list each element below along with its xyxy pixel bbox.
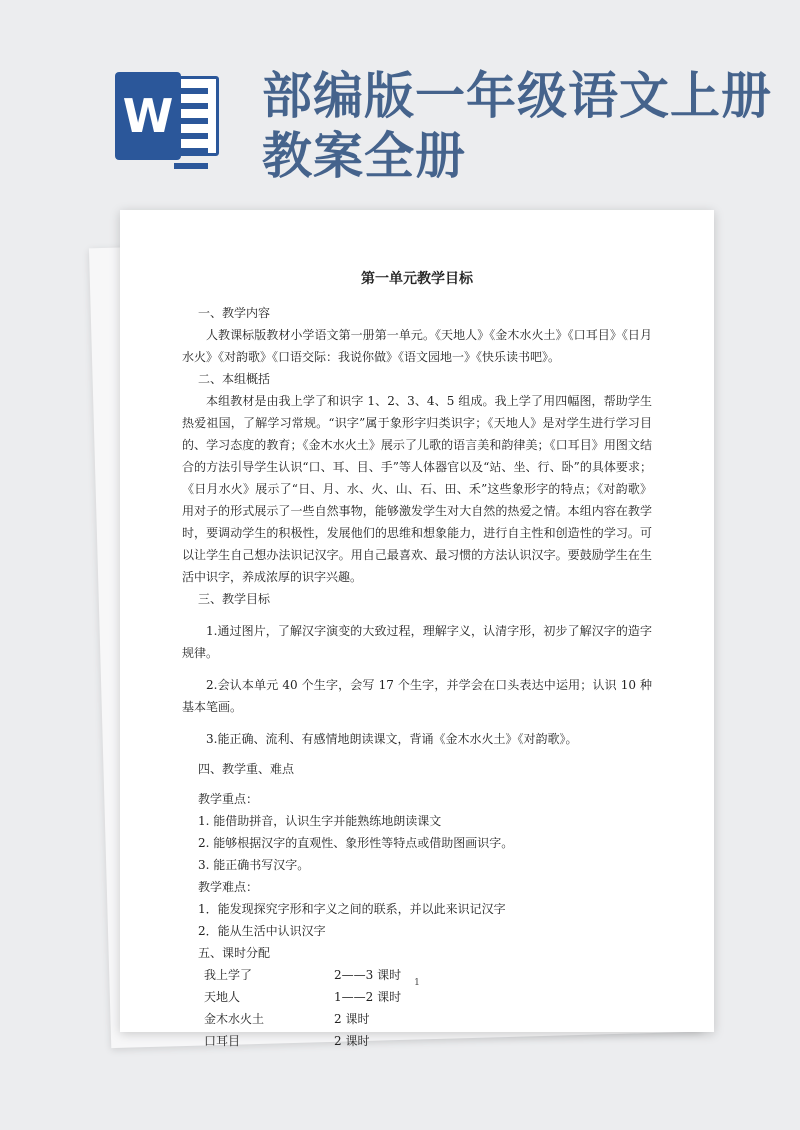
schedule-lesson: 天地人 [204, 990, 241, 1004]
section-heading: 四、教学重、难点 [198, 762, 295, 776]
section-heading: 一、教学内容 [198, 306, 271, 320]
schedule-lesson: 金木水火土 [204, 1012, 265, 1026]
document-page [120, 210, 714, 1048]
schedule-hours: 2 课时 [334, 1034, 370, 1048]
list-item: 2. 能够根据汉字的直观性、象形性等特点或借助图画识字。 [198, 836, 514, 850]
goal-item: 1.通过图片，了解汉字演变的大致过程，理解字义，认清字形，初步了解汉字的造字规律。 [182, 624, 652, 660]
schedule-lesson: 口耳目 [204, 1034, 241, 1048]
goal-item: 2.会认本单元 40 个生字，会写 17 个生字，并学会在口头表达中运用；认识 10 种基本笔画。 [182, 678, 652, 714]
list-item: 3. 能正确书写汉字。 [198, 858, 310, 872]
page-number: 1 [414, 978, 420, 988]
section-paragraph: 本组教材是由我上学了和识字 1、2、3、4、5 组成。我上学了用四幅图，帮助学生热爱祖国，了解学习常规。“识字”属于象形字归类识字；《天地人》是对学生进行学习目的、学习态度的教育；《金木水火土》展示了儿歌的语言美和韵律美；《口耳目》用图文结合的方法引导学生认识“口、耳、目、手”等人体器官以及“站、坐、行、卧”的具体要求；《日月水火》展示了“日、月、水、火、山、石、田、禾”这些象形字的特点；《对韵歌》用对子的形式展示了一些自然事物，能够激发学生对大自然的热爱之情。本组内容在教学时，要调动学生的积极性，发展他们的思维和想象能力，进行自主性和创造性的学习。可以让学生自己想办法识记汉字。用自己最喜欢、最习惯的方法认识汉字。要鼓励学生在生活中识字，养成浓厚的识字兴趣。 [182, 394, 652, 584]
section-heading: 五、课时分配 [198, 946, 271, 960]
word-document-icon [115, 62, 223, 170]
difficult-points-label: 教学难点： [198, 880, 259, 894]
schedule-hours: 1——2 课时 [334, 990, 402, 1004]
schedule-row [182, 1030, 652, 1052]
schedule-hours: 2——3 课时 [334, 968, 402, 982]
list-item: 1．能发现探究字形和字义之间的联系，并以此来识记汉字 [198, 902, 506, 916]
word-logo-letter: W [115, 72, 181, 160]
schedule-lesson: 我上学了 [204, 968, 253, 982]
section-heading: 三、教学目标 [198, 592, 271, 606]
schedule-row [182, 1008, 652, 1030]
section-heading: 二、本组概括 [198, 372, 271, 386]
key-points-label: 教学重点： [198, 792, 259, 806]
goal-item: 3.能正确、流利、有感情地朗读课文，背诵《金木水火土》《对韵歌》。 [206, 732, 578, 746]
title-line-1: 部编版一年级语文上册 [262, 67, 772, 125]
schedule-hours: 2 课时 [334, 1012, 370, 1026]
list-item: 1. 能借助拼音，认识生字并能熟练地朗读课文 [198, 814, 442, 828]
document-title: 第一单元教学目标 [361, 271, 473, 287]
list-item: 2．能从生活中认识汉字 [198, 924, 326, 938]
banner [0, 0, 800, 230]
page-title [262, 66, 782, 186]
title-line-2: 教案全册 [262, 127, 466, 185]
section-paragraph: 人教课标版教材小学语文第一册第一单元。《天地人》《金木水火土》《口耳目》《日月水火》《对韵歌》《口语交际：我说你做》《语文园地一》《快乐读书吧》。 [182, 328, 652, 364]
